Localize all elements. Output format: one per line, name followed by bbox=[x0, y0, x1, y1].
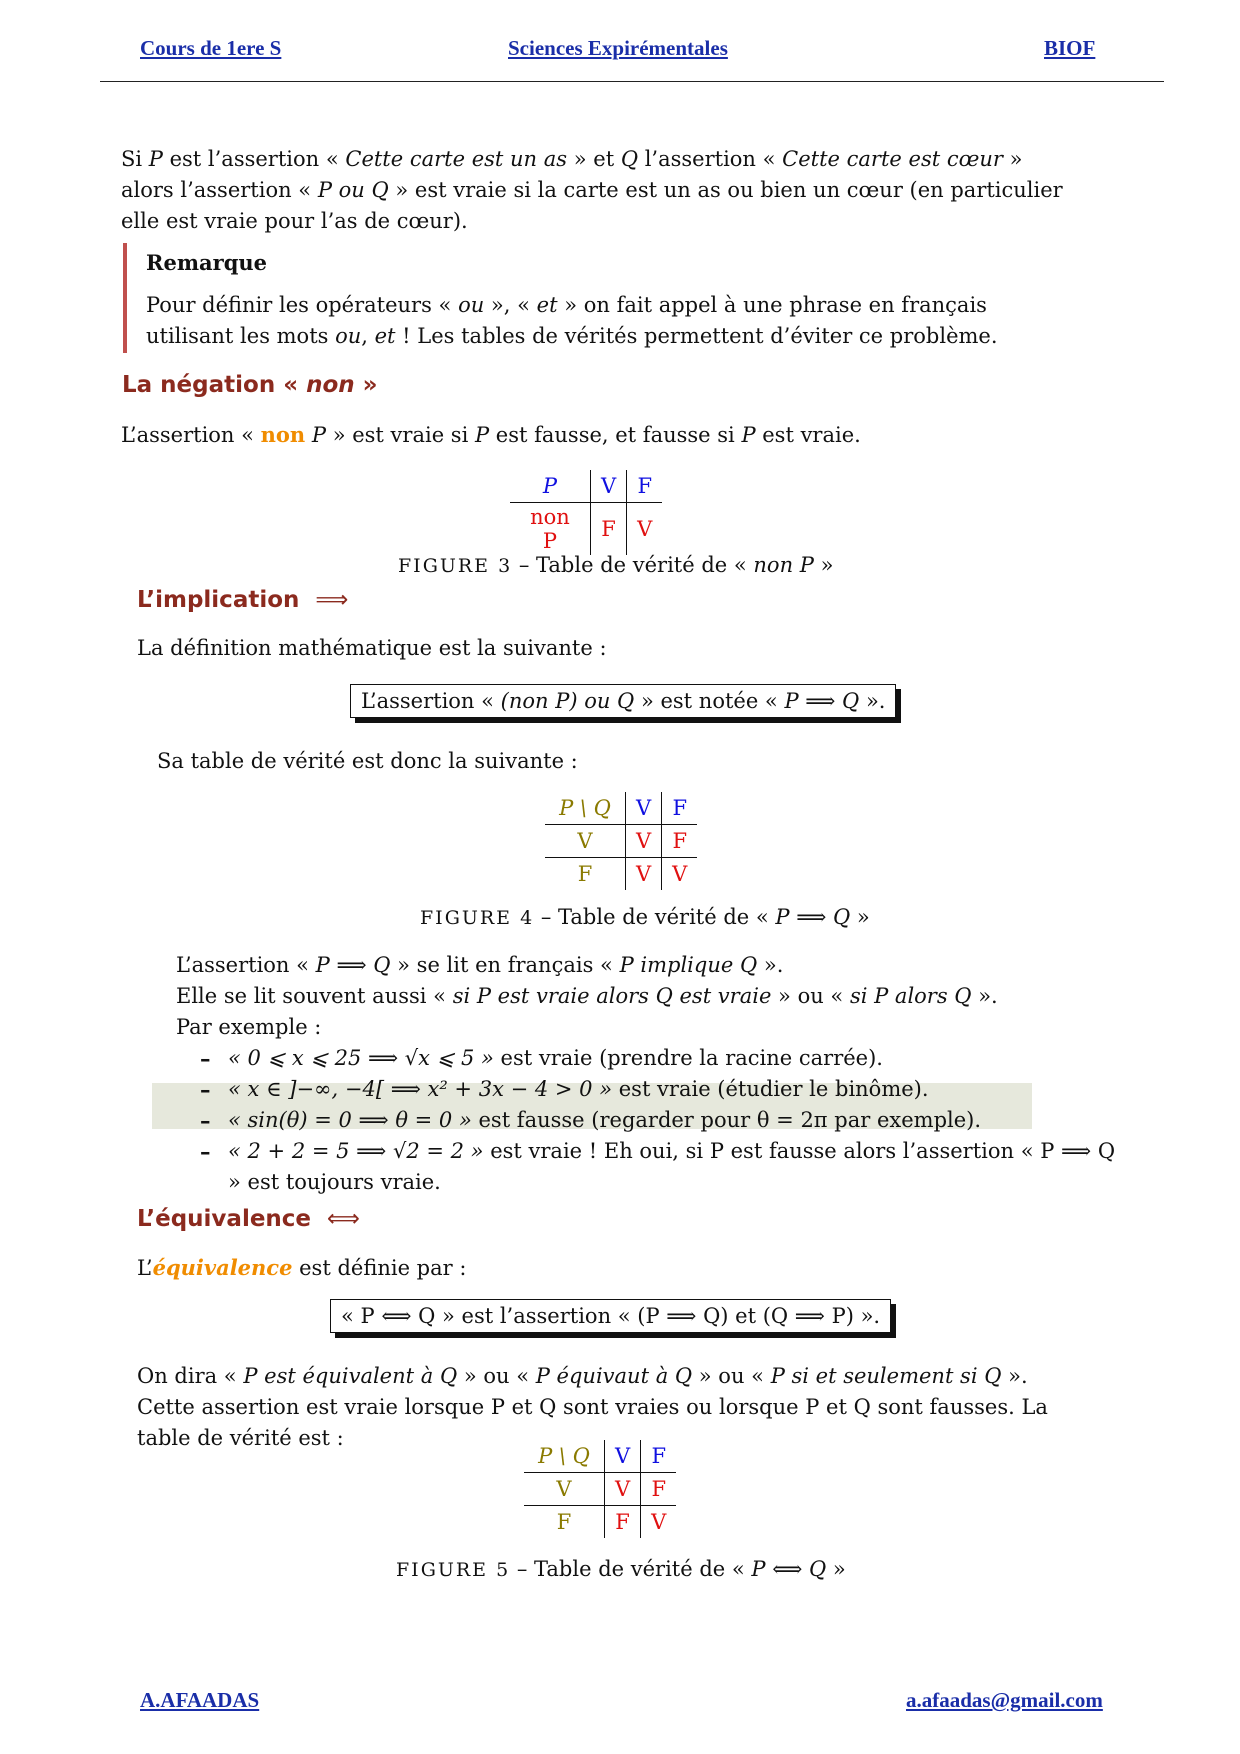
footer-email-link[interactable]: a.afaadas@gmail.com bbox=[906, 1688, 1103, 1712]
table-cell: P \ Q bbox=[545, 792, 626, 825]
truth-table-negation bbox=[510, 470, 662, 555]
table-cell: F bbox=[627, 470, 663, 503]
table-row bbox=[524, 1473, 676, 1506]
table-cell: F bbox=[545, 858, 626, 891]
figure-5-caption: FIGURE 5 – Table de vérité de « P ⟺ Q » bbox=[396, 1557, 846, 1581]
table-cell: P \ Q bbox=[524, 1440, 605, 1473]
table-row bbox=[524, 1440, 676, 1473]
table-row bbox=[510, 470, 662, 503]
header-right-link[interactable]: BIOF bbox=[1044, 36, 1096, 60]
header-center-link[interactable]: Sciences Expirémentales bbox=[508, 36, 728, 60]
table-cell: F bbox=[641, 1440, 677, 1473]
table-cell: F bbox=[605, 1506, 641, 1539]
table-row bbox=[524, 1506, 676, 1539]
section-equivalence-heading: L’équivalence ⟺ bbox=[137, 1206, 361, 1232]
header-left-link[interactable]: Cours de 1ere S bbox=[140, 36, 282, 60]
equivalence-definition-box: « P ⟺ Q » est l’assertion « (P ⟹ Q) et (Q ⟹ P) ». bbox=[330, 1299, 891, 1333]
figure-4-caption: FIGURE 4 – Table de vérité de « P ⟹ Q » bbox=[420, 905, 870, 929]
table-cell: non P bbox=[510, 503, 591, 556]
truth-table-equivalence bbox=[524, 1440, 676, 1538]
table-row bbox=[545, 858, 697, 891]
equivalence-paragraph: On dira « P est équivalent à Q » ou « P équivaut à Q » ou « P si et seulement si Q ». Cette assertion est vraie lorsque P et Q sont vraies ou lorsque P et Q sont fausses. La table de vérité est : bbox=[137, 1364, 1048, 1450]
section-negation-heading: La négation « non » bbox=[122, 372, 378, 398]
table-cell: P bbox=[510, 470, 591, 503]
implication-definition-box: L’assertion « (non P) ou Q » est notée « P ⟹ Q ». bbox=[350, 684, 896, 718]
table-cell: F bbox=[662, 792, 698, 825]
section-implication-heading: L’implication ⟹ bbox=[137, 587, 349, 613]
figure-3-caption: FIGURE 3 – Table de vérité de « non P » bbox=[398, 553, 834, 577]
intro-paragraph: Si P est l’assertion « Cette carte est un as » et Q l’assertion « Cette carte est cœur » alors l’assertion « P ou Q » est vraie si la carte est un as ou bien un cœur (en particulier elle est vraie pour l’as de cœur). bbox=[121, 147, 1063, 233]
implication-table-intro: Sa table de vérité est donc la suivante : bbox=[157, 749, 578, 773]
list-item: – « 2 + 2 = 5 ⟹ √2 = 2 » est vraie ! Eh oui, si P est fausse alors l’assertion « P ⟹ Q » est toujours vraie. bbox=[176, 1136, 1126, 1198]
truth-table-implication bbox=[545, 792, 697, 890]
table-cell: V bbox=[651, 1510, 667, 1534]
table-cell: V bbox=[637, 517, 653, 541]
remark-bar bbox=[123, 243, 127, 353]
list-item: – « x ∈ ]−∞, −4[ ⟹ x² + 3x − 4 > 0 » est vraie (étudier le binôme). bbox=[176, 1074, 1126, 1105]
table-cell: V bbox=[591, 470, 627, 503]
table-cell: V bbox=[605, 1473, 641, 1506]
table-cell: V bbox=[524, 1473, 605, 1506]
table-cell: V bbox=[605, 1440, 641, 1473]
footer-author-link[interactable]: A.AFAADAS bbox=[140, 1688, 260, 1712]
table-cell: F bbox=[524, 1506, 605, 1539]
table-row bbox=[510, 503, 662, 556]
examples-list bbox=[176, 1043, 1126, 1198]
table-cell: F bbox=[641, 1473, 677, 1506]
implication-intro: La définition mathématique est la suivante : bbox=[137, 636, 607, 660]
list-item: – « sin(θ) = 0 ⟹ θ = 0 » est fausse (regarder pour θ = 2π par exemple). bbox=[176, 1105, 1126, 1136]
table-cell: F bbox=[591, 503, 627, 556]
equivalence-intro: L’équivalence est définie par : bbox=[137, 1255, 467, 1280]
remark-text: Pour définir les opérateurs « ou », « et » on fait appel à une phrase en français utilisant les mots ou, et ! Les tables de vérités permettent d’éviter ce problème. bbox=[146, 293, 998, 348]
negation-definition: L’assertion « non P » est vraie si P est fausse, et fausse si P est vraie. bbox=[121, 422, 861, 447]
table-cell: V bbox=[626, 825, 662, 858]
remark-title: Remarque bbox=[146, 250, 268, 275]
header-rule bbox=[100, 81, 1164, 82]
table-row bbox=[545, 792, 697, 825]
table-row bbox=[545, 825, 697, 858]
implication-reading: L’assertion « P ⟹ Q » se lit en français « P implique Q ». Elle se lit souvent aussi « si P est vraie alors Q est vraie » ou « si P alors Q ». Par exemple : bbox=[176, 953, 998, 1039]
table-cell: V bbox=[545, 825, 626, 858]
table-cell: V bbox=[626, 858, 662, 891]
table-cell: V bbox=[626, 792, 662, 825]
table-cell: F bbox=[662, 825, 698, 858]
table-cell: V bbox=[672, 862, 688, 886]
list-item: – « 0 ⩽ x ⩽ 25 ⟹ √x ⩽ 5 » est vraie (prendre la racine carrée). bbox=[176, 1043, 1126, 1074]
